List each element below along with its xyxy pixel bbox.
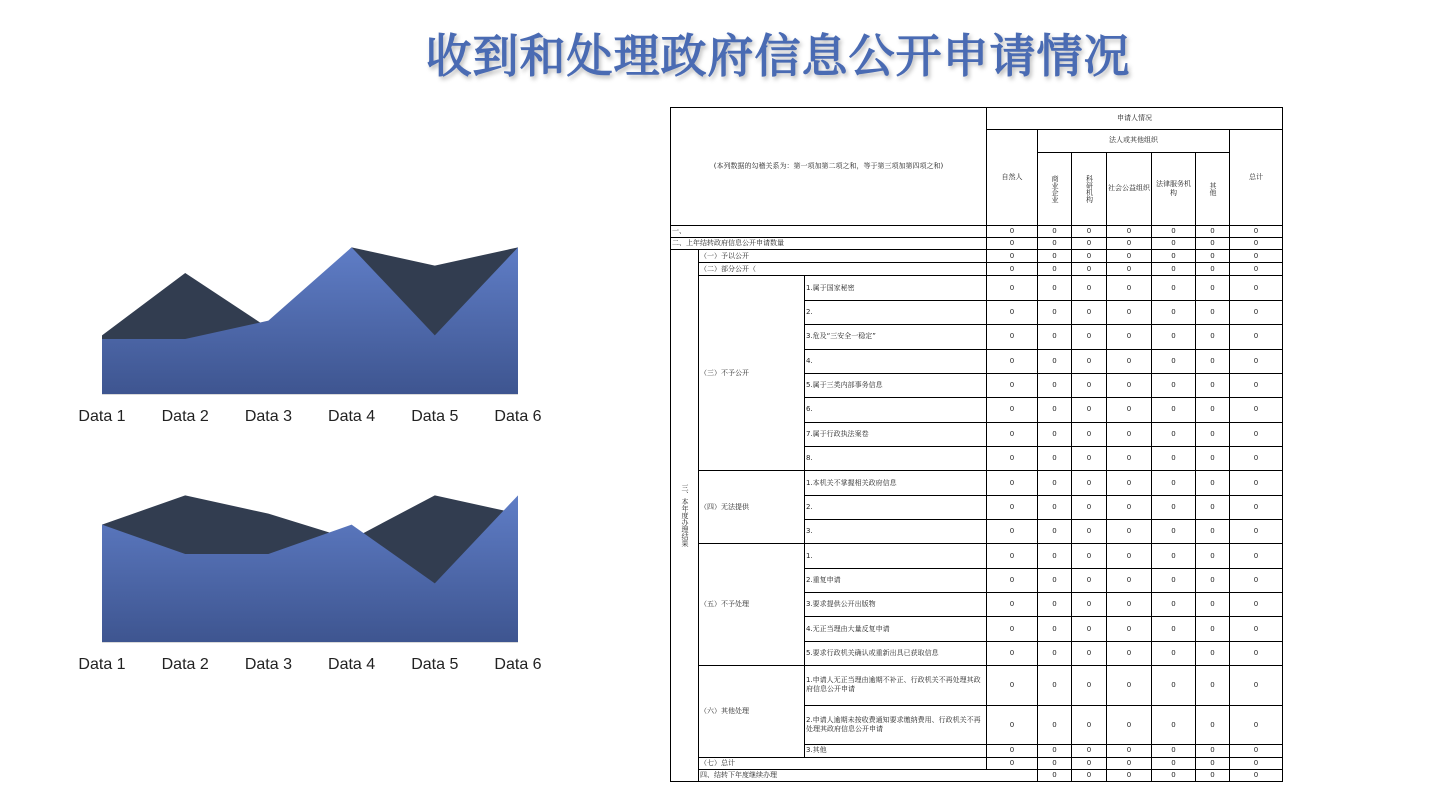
group-label: （五）不予处理	[699, 544, 805, 666]
value-cell: 0	[987, 617, 1038, 641]
item-label: 2.重复申请	[805, 568, 987, 592]
item-label: 4.无正当理由大量反复申请	[805, 617, 987, 641]
value-cell: 0	[987, 237, 1038, 249]
value-cell: 0	[987, 263, 1038, 276]
value-cell: 0	[1107, 325, 1152, 349]
value-cell: 0	[987, 300, 1038, 324]
value-cell: 0	[1072, 398, 1107, 422]
value-cell: 0	[1107, 422, 1152, 446]
item-label: 1.本机关不掌握相关政府信息	[805, 471, 987, 495]
chart2-tick-label: Data 5	[411, 656, 459, 673]
value-cell: 0	[1230, 446, 1283, 470]
value-cell: 0	[987, 495, 1038, 519]
value-cell: 0	[1152, 593, 1196, 617]
value-cell: 0	[1152, 446, 1196, 470]
value-cell: 0	[1072, 617, 1107, 641]
table-row	[671, 757, 1283, 769]
value-cell: 0	[1038, 225, 1072, 237]
value-cell: 0	[987, 520, 1038, 544]
value-cell: 0	[1152, 495, 1196, 519]
chart1-tick-label: Data 5	[411, 408, 459, 425]
item-label: 5.要求行政机关确认或重新出具已获取信息	[805, 641, 987, 665]
value-cell: 0	[1152, 325, 1196, 349]
value-cell: 0	[1038, 593, 1072, 617]
value-cell: 0	[1072, 520, 1107, 544]
value-cell: 0	[1152, 300, 1196, 324]
value-cell: 0	[1196, 641, 1230, 665]
value-cell: 0	[1038, 745, 1072, 757]
value-cell: 0	[1230, 398, 1283, 422]
value-cell: 0	[987, 422, 1038, 446]
value-cell: 0	[1038, 276, 1072, 300]
value-cell: 0	[1072, 705, 1107, 745]
value-cell: 0	[1196, 745, 1230, 757]
area-chart-1	[60, 230, 560, 430]
value-cell: 0	[1230, 520, 1283, 544]
table-row	[671, 237, 1283, 249]
item-label: 2.申请人逾期未按收费通知要求缴纳费用、行政机关不再处理其政府信息公开申请	[805, 705, 987, 745]
value-cell: 0	[1196, 520, 1230, 544]
value-cell: 0	[987, 641, 1038, 665]
value-cell: 0	[1196, 398, 1230, 422]
value-cell: 0	[1230, 349, 1283, 373]
value-cell: 0	[1072, 422, 1107, 446]
value-cell: 0	[1196, 349, 1230, 373]
chart1-tick-label: Data 6	[494, 408, 542, 425]
chart2-tick-label: Data 3	[244, 656, 292, 673]
value-cell: 0	[1107, 705, 1152, 745]
value-cell: 0	[1107, 757, 1152, 769]
item-label: 2.	[805, 495, 987, 519]
value-cell: 0	[1196, 593, 1230, 617]
value-cell: 0	[1152, 705, 1196, 745]
item-label: 1.属于国家秘密	[805, 276, 987, 300]
value-cell: 0	[1196, 263, 1230, 276]
value-cell: 0	[1196, 446, 1230, 470]
value-cell: 0	[1038, 666, 1072, 706]
value-cell: 0	[1230, 422, 1283, 446]
value-cell: 0	[1038, 422, 1072, 446]
value-cell: 0	[1072, 300, 1107, 324]
value-cell: 0	[1196, 250, 1230, 263]
value-cell: 0	[1196, 471, 1230, 495]
row-label: 四、结转下年度继续办理	[699, 769, 1038, 781]
applicant-header: 申请人情况	[987, 108, 1283, 130]
table-row	[671, 769, 1283, 781]
value-cell: 0	[1038, 300, 1072, 324]
item-label: 7.属于行政执法案卷	[805, 422, 987, 446]
value-cell: 0	[1230, 471, 1283, 495]
value-cell: 0	[1072, 446, 1107, 470]
value-cell: 0	[1107, 276, 1152, 300]
value-cell: 0	[1152, 422, 1196, 446]
value-cell: 0	[1038, 495, 1072, 519]
value-cell: 0	[987, 276, 1038, 300]
value-cell: 0	[1196, 544, 1230, 568]
group-label: （四）无法提供	[699, 471, 805, 544]
value-cell: 0	[1038, 705, 1072, 745]
value-cell: 0	[1152, 471, 1196, 495]
value-cell: 0	[987, 250, 1038, 263]
value-cell: 0	[1072, 544, 1107, 568]
header-other: 其他	[1196, 152, 1230, 225]
value-cell: 0	[1072, 769, 1107, 781]
value-cell: 0	[1038, 325, 1072, 349]
section-three-label: 三、本年度办理结果	[671, 250, 699, 782]
value-cell: 0	[987, 666, 1038, 706]
value-cell: 0	[1072, 495, 1107, 519]
value-cell: 0	[1038, 757, 1072, 769]
value-cell: 0	[1107, 225, 1152, 237]
value-cell: 0	[1072, 263, 1107, 276]
value-cell: 0	[1152, 617, 1196, 641]
value-cell: 0	[987, 373, 1038, 397]
value-cell: 0	[1107, 446, 1152, 470]
value-cell: 0	[1196, 276, 1230, 300]
table-row	[671, 276, 1283, 300]
value-cell: 0	[1072, 471, 1107, 495]
item-label: 8.	[805, 446, 987, 470]
value-cell: 0	[1152, 237, 1196, 249]
value-cell: 0	[1107, 568, 1152, 592]
value-cell: 0	[1196, 225, 1230, 237]
value-cell: 0	[1230, 769, 1283, 781]
value-cell: 0	[1230, 250, 1283, 263]
value-cell: 0	[1230, 263, 1283, 276]
chart2-tick-label: Data 6	[494, 656, 542, 673]
row-label: （二）部分公开（	[699, 263, 987, 276]
value-cell: 0	[987, 544, 1038, 568]
value-cell: 0	[1230, 237, 1283, 249]
value-cell: 0	[1038, 237, 1072, 249]
value-cell: 0	[1038, 398, 1072, 422]
value-cell: 0	[1152, 769, 1196, 781]
value-cell: 0	[1152, 349, 1196, 373]
item-label: 6.	[805, 398, 987, 422]
value-cell: 0	[1038, 641, 1072, 665]
value-cell: 0	[1152, 757, 1196, 769]
value-cell: 0	[1230, 593, 1283, 617]
value-cell: 0	[1038, 446, 1072, 470]
value-cell: 0	[1107, 263, 1152, 276]
value-cell: 0	[1107, 471, 1152, 495]
value-cell: 0	[1107, 593, 1152, 617]
value-cell: 0	[1230, 325, 1283, 349]
chart1-tick-label: Data 3	[244, 408, 292, 425]
value-cell: 0	[1152, 520, 1196, 544]
value-cell: 0	[1038, 250, 1072, 263]
value-cell: 0	[1196, 666, 1230, 706]
value-cell: 0	[1072, 349, 1107, 373]
value-cell: 0	[1152, 276, 1196, 300]
value-cell: 0	[1196, 617, 1230, 641]
value-cell: 0	[1038, 617, 1072, 641]
value-cell: 0	[1107, 495, 1152, 519]
value-cell: 0	[1152, 544, 1196, 568]
item-label: 2.	[805, 300, 987, 324]
table-row	[671, 666, 1283, 706]
value-cell: 0	[1196, 325, 1230, 349]
value-cell: 0	[1107, 666, 1152, 706]
value-cell: 0	[1230, 617, 1283, 641]
table-row	[671, 471, 1283, 495]
value-cell: 0	[1038, 769, 1072, 781]
value-cell: 0	[1196, 237, 1230, 249]
header-public-welfare: 社会公益组织	[1107, 152, 1152, 225]
table-row	[671, 544, 1283, 568]
value-cell: 0	[1230, 568, 1283, 592]
value-cell: 0	[1072, 745, 1107, 757]
chart1-tick-label: Data 4	[328, 408, 376, 425]
value-cell: 0	[1196, 769, 1230, 781]
value-cell: 0	[1152, 225, 1196, 237]
value-cell: 0	[1230, 666, 1283, 706]
value-cell: 0	[1107, 544, 1152, 568]
total-header: 总计	[1230, 130, 1283, 225]
value-cell: 0	[1072, 568, 1107, 592]
value-cell: 0	[1107, 373, 1152, 397]
value-cell: 0	[1196, 300, 1230, 324]
value-cell: 0	[1230, 300, 1283, 324]
value-cell: 0	[1152, 568, 1196, 592]
value-cell: 0	[1196, 757, 1230, 769]
value-cell: 0	[1072, 237, 1107, 249]
value-cell: 0	[987, 325, 1038, 349]
item-label: 1.申请人无正当理由逾期不补正、行政机关不再处理其政府信息公开申请	[805, 666, 987, 706]
value-cell: 0	[1152, 641, 1196, 665]
value-cell: 0	[987, 705, 1038, 745]
value-cell: 0	[1196, 705, 1230, 745]
item-label: 5.属于三类内部事务信息	[805, 373, 987, 397]
value-cell: 0	[987, 593, 1038, 617]
table-row	[671, 263, 1283, 276]
value-cell: 0	[1230, 705, 1283, 745]
value-cell: 0	[1038, 263, 1072, 276]
page-title: 收到和处理政府信息公开申请情况	[425, 29, 1131, 83]
header-legal-service: 法律服务机构	[1152, 152, 1196, 225]
value-cell: 0	[987, 757, 1038, 769]
value-cell: 0	[1072, 276, 1107, 300]
chart1-tick-label: Data 2	[161, 408, 209, 425]
value-cell: 0	[1107, 520, 1152, 544]
value-cell: 0	[987, 745, 1038, 757]
row-label: （七）总计	[699, 757, 987, 769]
value-cell: 0	[987, 225, 1038, 237]
value-cell: 0	[1230, 745, 1283, 757]
value-cell: 0	[1196, 495, 1230, 519]
value-cell: 0	[1230, 757, 1283, 769]
value-cell: 0	[1072, 250, 1107, 263]
item-label: 3.危及“三安全一稳定”	[805, 325, 987, 349]
value-cell: 0	[1230, 373, 1283, 397]
item-label: 1.	[805, 544, 987, 568]
value-cell: 0	[1152, 666, 1196, 706]
value-cell: 0	[1038, 568, 1072, 592]
value-cell: 0	[1196, 373, 1230, 397]
header-research: 科研机构	[1072, 152, 1107, 225]
header-business: 商业企业	[1038, 152, 1072, 225]
value-cell: 0	[1072, 641, 1107, 665]
value-cell: 0	[1072, 593, 1107, 617]
value-cell: 0	[1152, 250, 1196, 263]
value-cell: 0	[1072, 373, 1107, 397]
table-row	[671, 250, 1283, 263]
value-cell: 0	[1196, 568, 1230, 592]
area-chart-2	[60, 478, 560, 678]
value-cell: 0	[1152, 373, 1196, 397]
value-cell: 0	[1107, 641, 1152, 665]
value-cell: 0	[987, 471, 1038, 495]
table-row	[671, 225, 1283, 237]
row-label: （一）予以公开	[699, 250, 987, 263]
value-cell: 0	[1107, 250, 1152, 263]
row-label: 一、	[671, 225, 987, 237]
value-cell: 0	[1107, 769, 1152, 781]
value-cell: 0	[1038, 471, 1072, 495]
value-cell: 0	[1230, 495, 1283, 519]
value-cell: 0	[1230, 276, 1283, 300]
value-cell: 0	[1107, 745, 1152, 757]
legal-entity-header: 法人或其他组织	[1038, 130, 1230, 152]
value-cell: 0	[1107, 300, 1152, 324]
value-cell: 0	[987, 349, 1038, 373]
note-cell: (本列数据的勾稽关系为：第一项加第二项之和，等于第三项加第四项之和)	[671, 108, 987, 226]
chart2-tick-label: Data 4	[328, 656, 376, 673]
value-cell: 0	[1107, 398, 1152, 422]
value-cell: 0	[1107, 617, 1152, 641]
value-cell: 0	[1107, 237, 1152, 249]
value-cell: 0	[1038, 520, 1072, 544]
value-cell: 0	[1038, 349, 1072, 373]
value-cell: 0	[1038, 544, 1072, 568]
value-cell: 0	[1072, 325, 1107, 349]
value-cell: 0	[1152, 398, 1196, 422]
value-cell: 0	[987, 568, 1038, 592]
group-label: （三）不予公开	[699, 276, 805, 471]
value-cell: 0	[987, 446, 1038, 470]
row-label: 二、上年结转政府信息公开申请数量	[671, 237, 987, 249]
natural-person-header: 自然人	[987, 130, 1038, 225]
chart2-tick-label: Data 1	[78, 656, 126, 673]
chart2-tick-label: Data 2	[161, 656, 209, 673]
chart1-tick-label: Data 1	[78, 408, 126, 425]
value-cell: 0	[1038, 373, 1072, 397]
item-label: 3.	[805, 520, 987, 544]
value-cell: 0	[1196, 422, 1230, 446]
value-cell: 0	[1152, 263, 1196, 276]
value-cell: 0	[1152, 745, 1196, 757]
value-cell: 0	[1230, 544, 1283, 568]
item-label: 3.要求提供公开出版物	[805, 593, 987, 617]
group-label: （六）其他处理	[699, 666, 805, 757]
value-cell: 0	[1107, 349, 1152, 373]
item-label: 3.其他	[805, 745, 987, 757]
value-cell: 0	[1230, 641, 1283, 665]
value-cell: 0	[1072, 666, 1107, 706]
value-cell: 0	[1072, 757, 1107, 769]
application-table	[670, 107, 1283, 782]
item-label: 4.	[805, 349, 987, 373]
value-cell: 0	[1230, 225, 1283, 237]
value-cell: 0	[1072, 225, 1107, 237]
value-cell: 0	[987, 398, 1038, 422]
